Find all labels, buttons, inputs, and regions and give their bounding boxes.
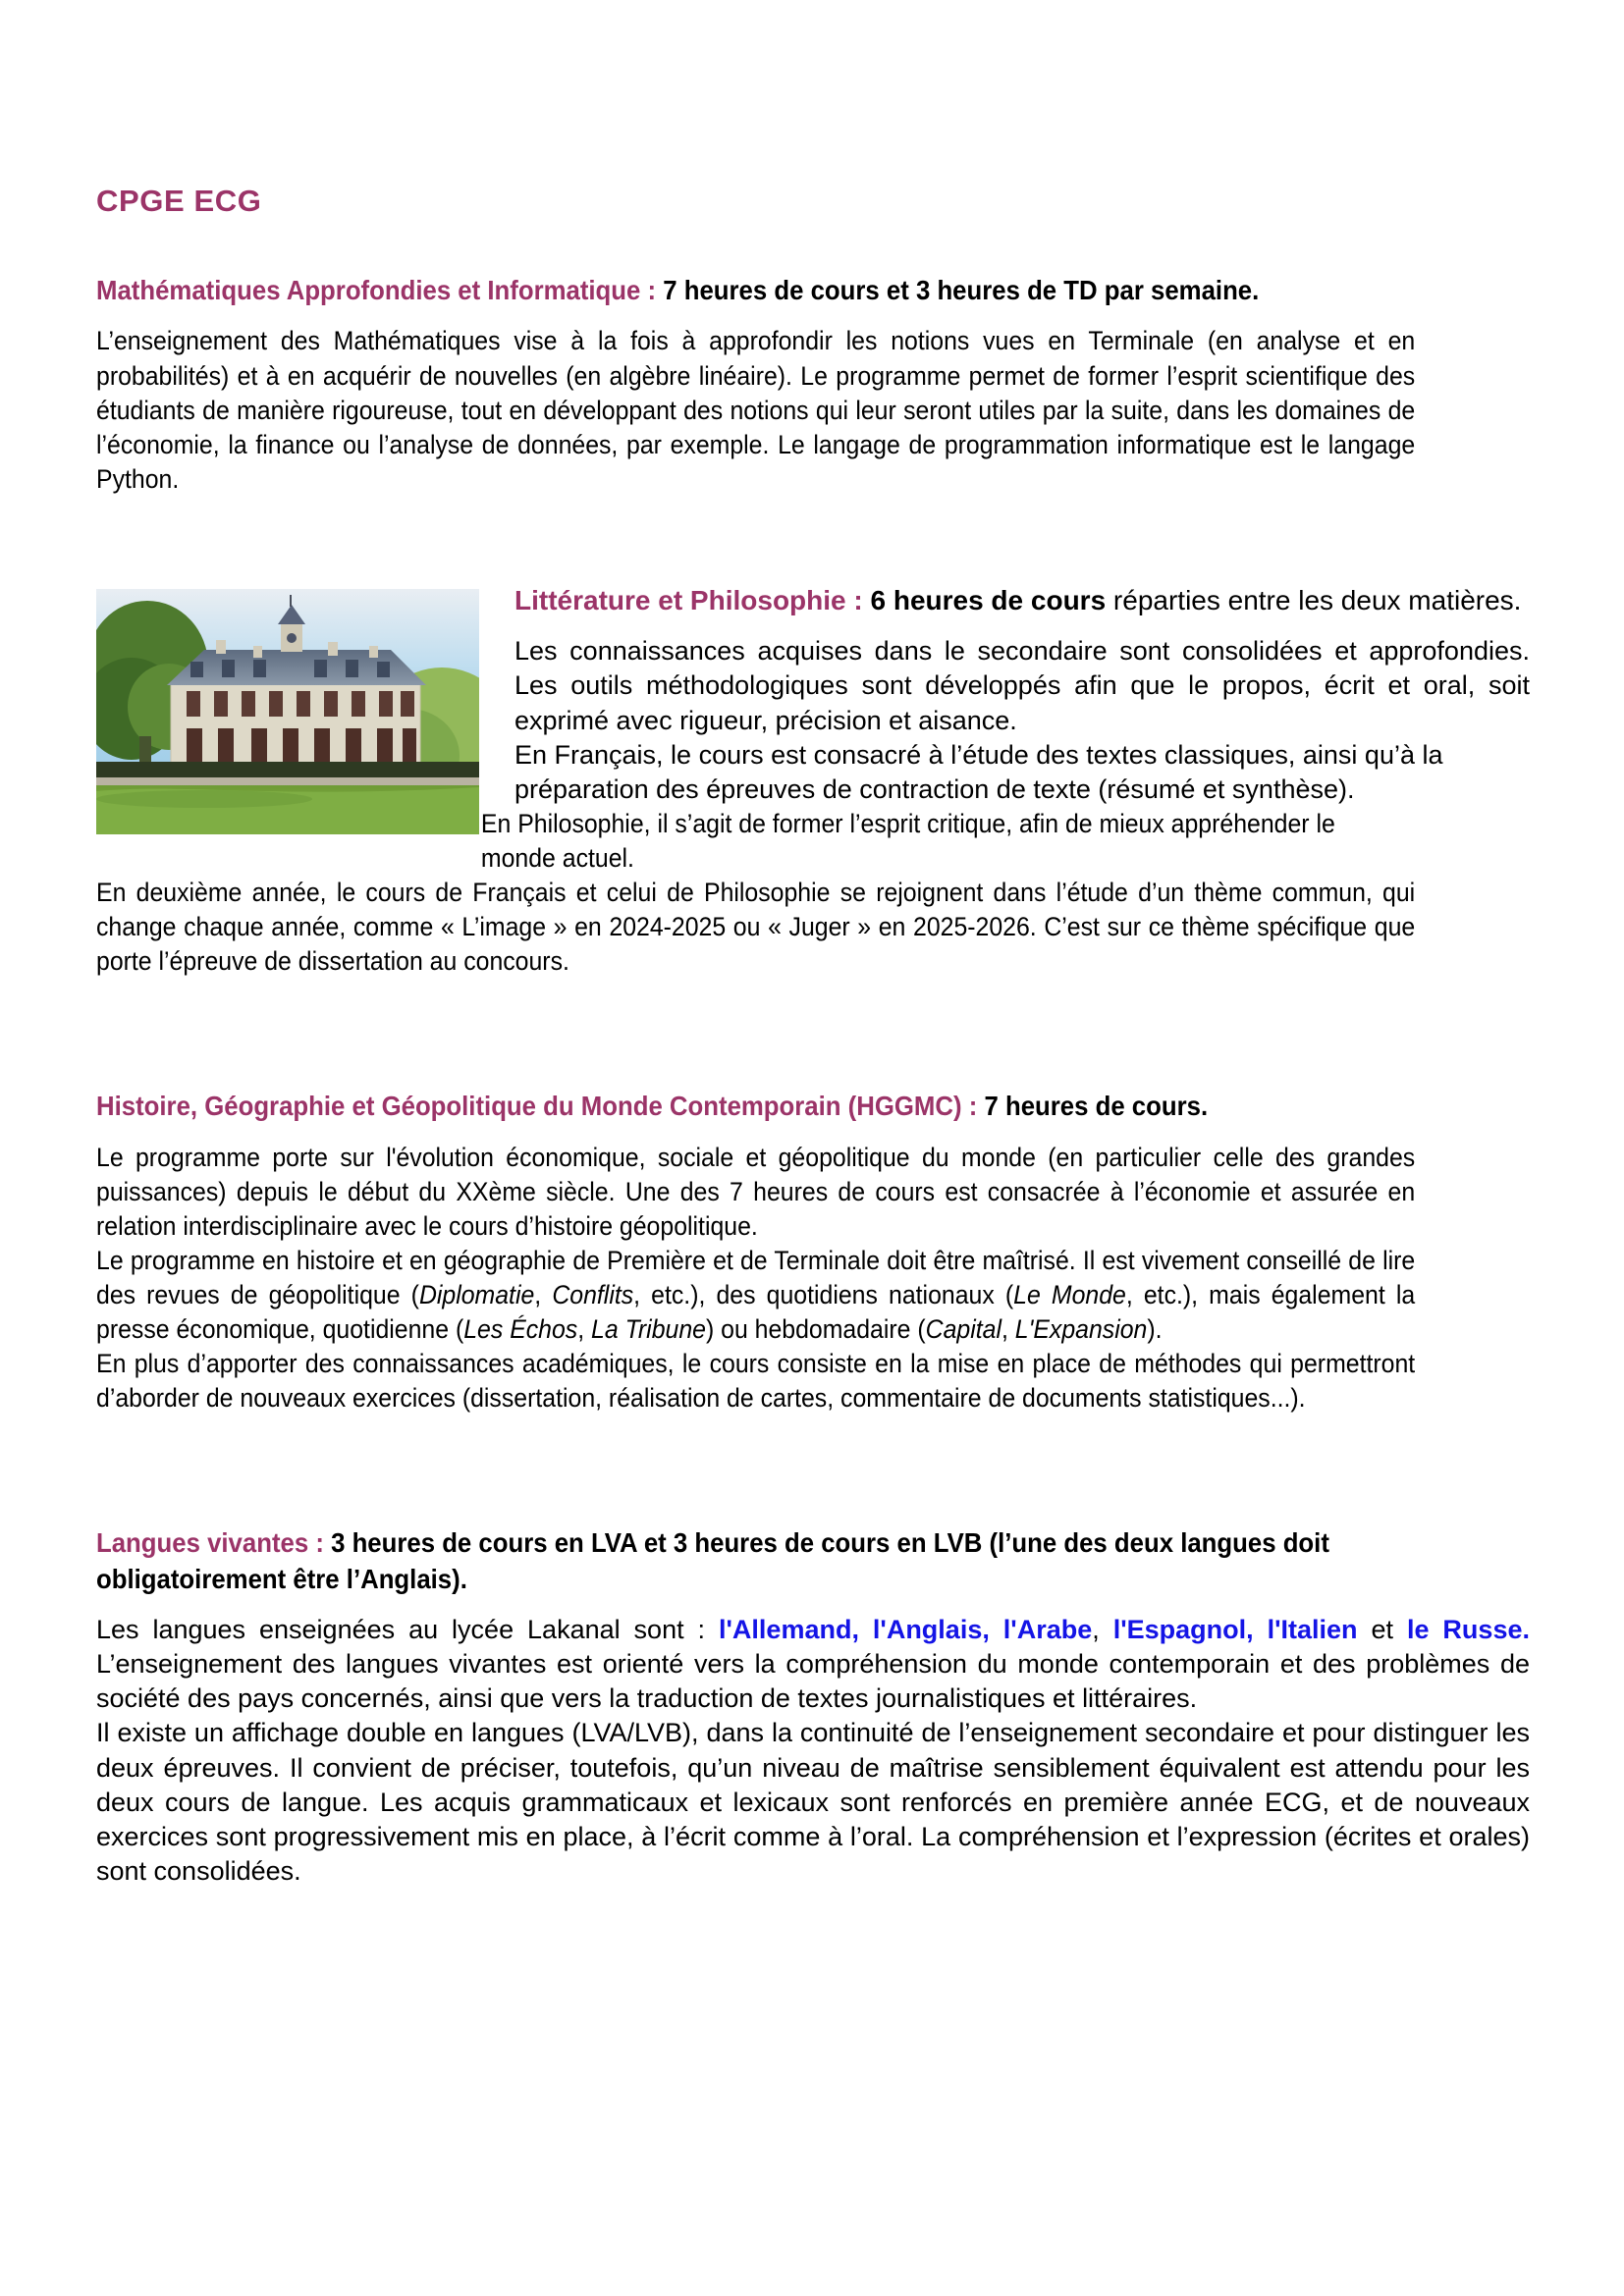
section-heading-mathematiques <box>96 273 1415 308</box>
section-subject-label: Langues vivantes : <box>96 1527 324 1559</box>
section-paragraph: Le programme porte sur l'évolution économique, sociale et géopolitique du monde (en particulier celle des grandes puissances) depuis le début du XXème siècle. Une des 7 heures de cours est consacrée à l’économie et assurée en relation interdisciplinaire avec le cours d’histoire géopolitique. <box>96 1142 1416 1241</box>
document-content <box>96 0 1530 1889</box>
publication-title: La Tribune <box>591 1314 706 1345</box>
section-hours-label: 7 heures de cours et 3 heures de TD par semaine. <box>656 275 1260 306</box>
section-paragraph: En plus d’apporter des connaissances académiques, le cours consiste en la mise en place de méthodes qui permettront d’aborder de nouveaux exercices (dissertation, réalisation de cartes, commentaire de documents statistiques...). <box>96 1349 1416 1414</box>
section-paragraph: Il existe un affichage double en langues (LVA/LVB), dans la continuité de l’enseignement secondaire et pour distinguer les deux épreuves. Il convient de préciser, toutefois, qu’un niveau de maîtrise sensiblement équivalent est attendu pour les deux cours de langue. Les acquis grammaticaux et lexicaux sont renforcés en première année ECG, et de nouveaux exercices sont progressivement mis en place, à l’écrit comme à l’oral. La compréhension et l’expression (écrites et orales) sont consolidées. <box>96 1718 1530 1886</box>
publication-title: L'Expansion <box>1014 1314 1148 1345</box>
section-paragraph: En Philosophie, il s’agit de former l’esprit critique, afin de mieux appréhender le monde actuel. <box>480 808 1335 873</box>
section-litterature <box>96 583 1530 979</box>
section-paragraph: L’enseignement des Mathématiques vise à la fois à approfondir les notions vues en Terminale (en analyse et en probabilités) et à en acquérir de nouvelles (en algèbre linéaire). Le programme permet de former l’esprit scientifique des étudiants de manière rigoureuse, tout en développant des notions qui leur seront utiles par la suite, dans les domaines de l’économie, la finance ou l’analyse de données, par exemple. Le langage de programmation informatique est le langage Python. <box>96 326 1416 494</box>
languages-lead-text: Les langues enseignées au lycée Lakanal sont : <box>96 1615 719 1645</box>
section-mathematiques <box>96 273 1530 497</box>
section-subject-label: Histoire, Géographie et Géopolitique du Monde Contemporain (HGGMC) : <box>96 1091 978 1122</box>
section-paragraph-italicized: Le programme en histoire et en géographie de Première et de Terminale doit être maîtrisé. Il est vivement conseillé de lire des revues de géopolitique (Diplomatie, Conflits, etc.), des quotidiens nationaux (Le Monde, etc.), mais également la presse économique, quotidienne (Les Échos, La Tribune) ou hebdomadaire (Capital, L'Expansion). <box>96 1245 1416 1345</box>
publication-title: Diplomatie <box>418 1280 535 1310</box>
publication-title: Conflits <box>552 1280 634 1310</box>
section-hours-label: 6 heures de cours <box>862 584 1107 615</box>
section-hggmc <box>96 1089 1530 1415</box>
lycee-building-photo <box>96 589 479 834</box>
publication-title: Le Monde <box>1013 1280 1126 1310</box>
section-subject-label: Mathématiques Approfondies et Informatique : <box>96 275 657 306</box>
language-group-2: l'Espagnol, l'Italien <box>1112 1615 1358 1645</box>
languages-separator-2: et <box>1357 1615 1407 1645</box>
language-group-1: l'Allemand, l'Anglais, l'Arabe <box>719 1615 1093 1645</box>
section-heading-tail: réparties entre les deux matières. <box>1106 584 1522 615</box>
section-hours-label: 7 heures de cours. <box>977 1091 1209 1122</box>
publication-title: Les Échos <box>463 1314 578 1345</box>
section-heading-hggmc <box>96 1089 1415 1124</box>
section-heading-langues <box>96 1525 1415 1597</box>
section-paragraph: Les connaissances acquises dans le secondaire sont consolidées et approfondies. Les outils méthodologiques sont développés afin que le propos, écrit et oral, soit exprimé avec rigueur, précision et aisance. <box>514 636 1530 735</box>
section-paragraph-languages <box>96 1613 1530 1716</box>
section-hours-label: 3 heures de cours en LVA et 3 heures de cours en LVB (l’une des deux langues doit obligatoirement être l’Anglais). <box>96 1527 1329 1594</box>
languages-trailing-text: L’enseignement des langues vivantes est orienté vers la compréhension du monde contemporain et des problèmes de société des pays concernés, ainsi que vers la traduction de textes journalistiques et littéraires. <box>96 1649 1530 1714</box>
section-paragraph: En deuxième année, le cours de Français et celui de Philosophie se rejoignent dans l’étude d’un thème commun, qui change chaque année, comme « L’image » en 2024-2025 ou « Juger » en 2025-2026. C’est sur ce thème spécifique que porte l’épreuve de dissertation au concours. <box>96 878 1416 977</box>
section-paragraph: En Français, le cours est consacré à l’étude des textes classiques, ainsi qu’à la préparation des épreuves de contraction de texte (résumé et synthèse). <box>514 739 1443 804</box>
language-group-3: le Russe. <box>1406 1615 1530 1645</box>
section-subject-label: Littérature et Philosophie : <box>514 584 863 615</box>
page-title: CPGE ECG <box>96 184 262 218</box>
publication-title: Capital <box>925 1314 1001 1345</box>
languages-separator-1: , <box>1092 1615 1113 1645</box>
section-langues <box>96 1525 1530 1889</box>
